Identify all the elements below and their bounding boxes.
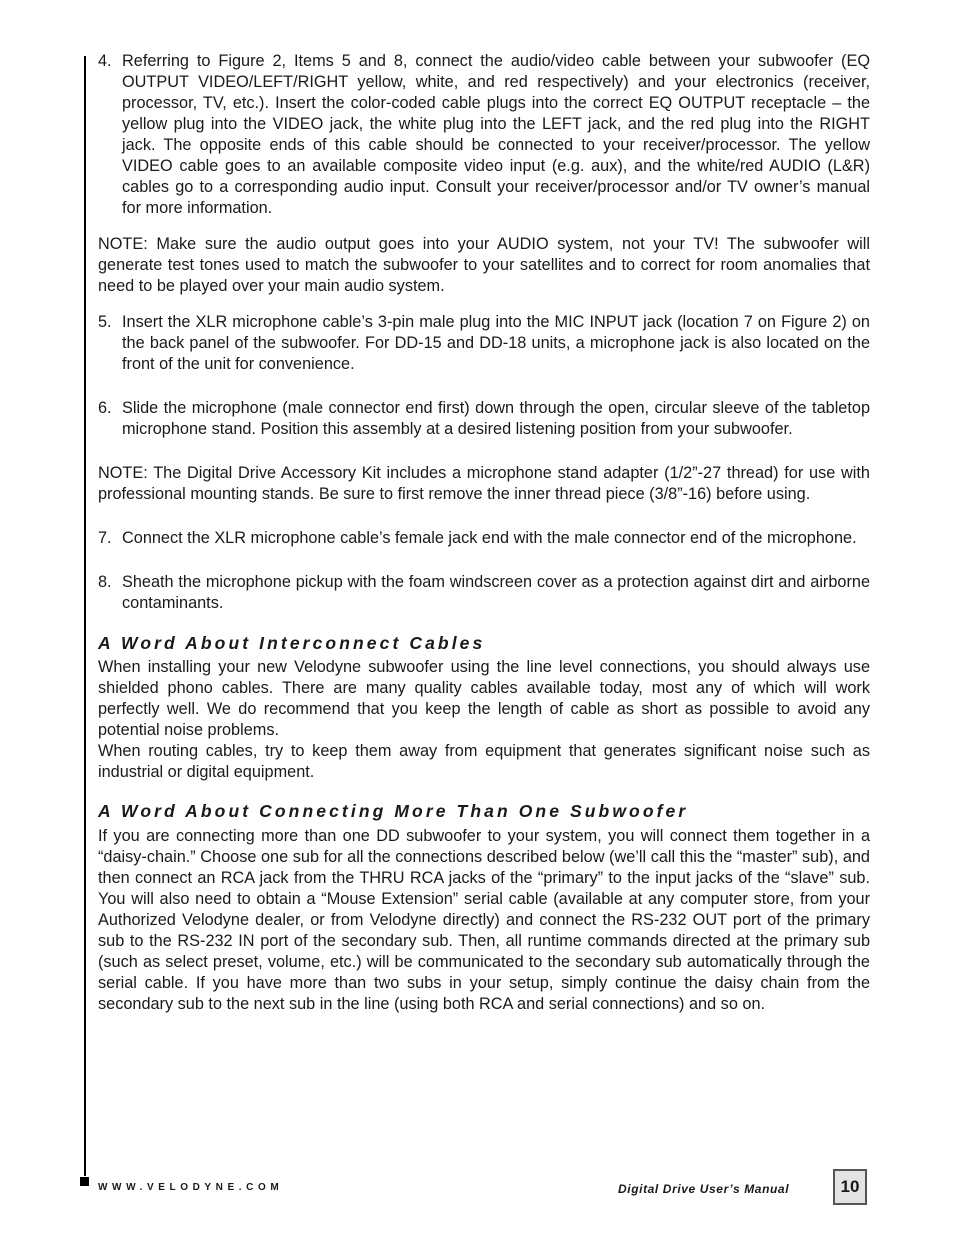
footer-website: WWW.VELODYNE.COM [98,1182,284,1193]
list-item-7 [98,528,870,549]
margin-rule [84,56,86,1176]
page-number: 10 [833,1169,867,1205]
heading-interconnect-cables: A Word About Interconnect Cables [98,633,486,653]
item-number: 5. [98,313,112,331]
item-text: Connect the XLR microphone cable’s female jack end with the male connector end of the microphone. [122,529,857,547]
item-text: Slide the microphone (male connector end first) down through the open, circular sleeve of the tabletop microphone stand. Position this assembly at a desired listening position from your subwoofer. [122,399,870,438]
item-text: Insert the XLR microphone cable’s 3-pin male plug into the MIC INPUT jack (location 7 on Figure 2) on the back panel of the subwoofer. For DD-15 and DD-18 units, a microphone jack is also located on the front of the unit for convenience. [122,313,870,373]
item-text: Sheath the microphone pickup with the foam windscreen cover as a protection against dirt and airborne contaminants. [122,573,870,612]
list-item-5 [98,312,870,375]
note-audio-output: NOTE: Make sure the audio output goes into your AUDIO system, not your TV! The subwoofer will generate test tones used to match the subwoofer to your satellites and to correct for room anomalies that need to be played over your main audio system. [98,235,870,295]
list-item-8 [98,572,870,614]
item-number: 6. [98,399,112,417]
item-number: 4. [98,52,112,70]
page-content [98,51,870,1015]
item-number: 8. [98,573,112,591]
heading-multiple-subwoofers: A Word About Connecting More Than One Subwoofer [98,801,689,821]
item-number: 7. [98,529,112,547]
multi-sub-paragraph: If you are connecting more than one DD subwoofer to your system, you will connect them together in a “daisy-chain.” Choose one sub for all the connections described below (we’ll call this the “master” sub), and then connect an RCA jack from the THRU RCA jacks of the “primary” to the input jacks of the “slave” sub. You will also need to obtain a “Mouse Extension” serial cable (available at any computer store, from your Authorized Velodyne dealer, or from Velodyne directly) and connect the RS-232 OUT port of the primary sub to the RS-232 IN port of the secondary sub. Then, all runtime commands directed at the primary sub (such as select preset, volume, etc.) will be communicated to the secondary sub automatically through the serial cable. If you have more than two subs in your setup, simply continue the daisy chain from the secondary sub to the next sub in the line (using both RCA and serial connections) and so on. [98,827,870,1013]
list-item-4 [98,51,870,219]
cables-paragraph-1: When installing your new Velodyne subwoofer using the line level connections, you should always use shielded phono cables. There are many quality cables available today, most any of which will work perfectly well. We do recommend that you keep the length of cable as short as possible to avoid any potential noise problems. [98,658,870,739]
footer-manual-title: Digital Drive User’s Manual [618,1182,790,1196]
note-accessory-kit: NOTE: The Digital Drive Accessory Kit includes a microphone stand adapter (1/2”-27 thread) for use with professional mounting stands. Be sure to first remove the inner thread piece (3/8”-16) before using. [98,464,870,503]
margin-rule-end [80,1177,89,1186]
item-text: Referring to Figure 2, Items 5 and 8, connect the audio/video cable between your subwoofer (EQ OUTPUT VIDEO/LEFT/RIGHT yellow, white, and red respectively) and your electronics (receiver, processor, TV, etc.). Insert the color-coded cable plugs into the correct EQ OUTPUT receptacle – the yellow plug into the VIDEO jack, the white plug into the LEFT jack, and the red plug into the RIGHT jack. The opposite ends of this cable should be connected to your receiver/processor. The yellow VIDEO cable goes to an available composite video input (e.g. aux), and the white/red AUDIO (L&R) cables go to a corresponding audio input. Consult your receiver/processor and/or TV owner’s manual for more information. [122,52,870,217]
list-item-6 [98,398,870,440]
cables-paragraph-2: When routing cables, try to keep them away from equipment that generates significant noise such as industrial or digital equipment. [98,742,870,781]
